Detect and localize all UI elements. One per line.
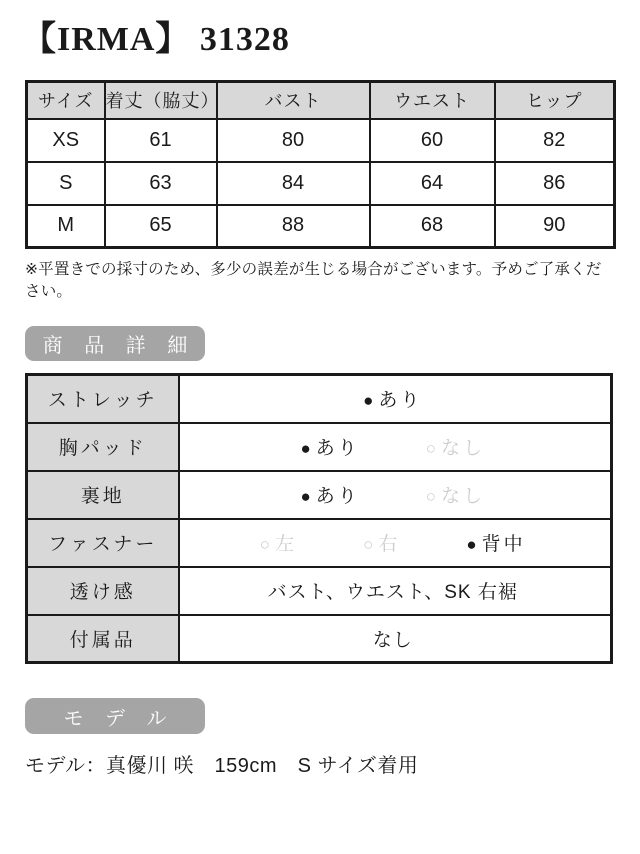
detail-label: ストレッチ — [27, 375, 179, 423]
product-details-badge-label: 商 品 詳 細 — [42, 335, 196, 358]
waist-cell: 64 — [370, 162, 495, 205]
waist-cell: 68 — [370, 205, 495, 248]
hip-cell: 86 — [495, 162, 615, 205]
detail-row-accessories — [27, 615, 612, 663]
detail-label: 裏地 — [27, 471, 179, 519]
option-label: なし — [441, 486, 486, 508]
option-unselected — [363, 529, 400, 556]
detail-value: バスト、ウエスト、SK 右裾 — [179, 567, 612, 615]
length-cell: 61 — [105, 119, 217, 162]
detail-options — [179, 471, 612, 519]
size-table — [25, 80, 616, 249]
size-table-header-row — [27, 82, 615, 119]
empty-circle-icon: ○ — [259, 535, 271, 555]
detail-label: 透け感 — [27, 567, 179, 615]
filled-circle-icon: ● — [300, 439, 311, 459]
detail-row-stretch — [27, 375, 612, 423]
detail-options — [179, 423, 612, 471]
option-label: あり — [378, 390, 423, 412]
option-label: あり — [315, 486, 360, 508]
detail-value: なし — [179, 615, 612, 663]
option-selected — [300, 433, 359, 460]
filled-circle-icon: ● — [300, 487, 311, 507]
detail-row-sheerness — [27, 567, 612, 615]
measurement-note: ※平置きでの採寸のため、多少の誤差が生じる場合がございます。予めご了承ください。 — [25, 261, 602, 301]
bust-cell: 84 — [217, 162, 370, 205]
option-label: あり — [315, 438, 360, 460]
detail-options — [179, 375, 612, 423]
option-label: 右 — [378, 534, 401, 556]
option-unselected — [260, 529, 297, 556]
waist-col-header: ウエスト — [370, 82, 495, 119]
detail-row-zipper — [27, 519, 612, 567]
bust-cell: 80 — [217, 119, 370, 162]
filled-circle-icon: ● — [363, 391, 374, 411]
detail-label: ファスナー — [27, 519, 179, 567]
model-badge-label: モ デ ル — [63, 707, 175, 730]
hip-cell: 82 — [495, 119, 615, 162]
option-label: なし — [441, 438, 486, 460]
size-cell: S — [27, 162, 105, 205]
option-label: 背中 — [481, 534, 526, 556]
size-table-row-xs — [27, 119, 615, 162]
bust-cell: 88 — [217, 205, 370, 248]
hip-col-header: ヒップ — [495, 82, 615, 119]
product-details-badge — [25, 326, 205, 361]
empty-circle-icon: ○ — [363, 535, 374, 555]
size-table-row-m — [27, 205, 615, 248]
hip-cell: 90 — [495, 205, 615, 248]
empty-circle-icon: ○ — [425, 439, 437, 459]
size-table-row-s — [27, 162, 615, 205]
model-badge — [25, 698, 205, 734]
model-info-text: モデル：真優川 咲 159cm S サイズ着用 — [25, 755, 419, 778]
option-selected — [300, 481, 359, 508]
detail-label: 付属品 — [27, 615, 179, 663]
option-unselected — [426, 481, 485, 508]
empty-circle-icon: ○ — [425, 487, 437, 507]
filled-circle-icon: ● — [466, 535, 477, 555]
detail-options — [179, 519, 612, 567]
size-cell: XS — [27, 119, 105, 162]
detail-row-chest-pad — [27, 423, 612, 471]
detail-label: 胸パッド — [27, 423, 179, 471]
length-cell: 65 — [105, 205, 217, 248]
option-selected — [363, 385, 422, 412]
option-unselected — [426, 433, 485, 460]
length-cell: 63 — [105, 162, 217, 205]
bust-col-header: バスト — [217, 82, 370, 119]
option-selected — [466, 529, 525, 556]
details-table — [25, 373, 613, 664]
page-title: 【IRMA】 31328 — [22, 21, 290, 58]
length-col-header: 着丈（脇丈） — [105, 82, 217, 119]
size-col-header: サイズ — [27, 82, 105, 119]
detail-row-lining — [27, 471, 612, 519]
waist-cell: 60 — [370, 119, 495, 162]
size-cell: M — [27, 205, 105, 248]
option-label: 左 — [275, 534, 298, 556]
